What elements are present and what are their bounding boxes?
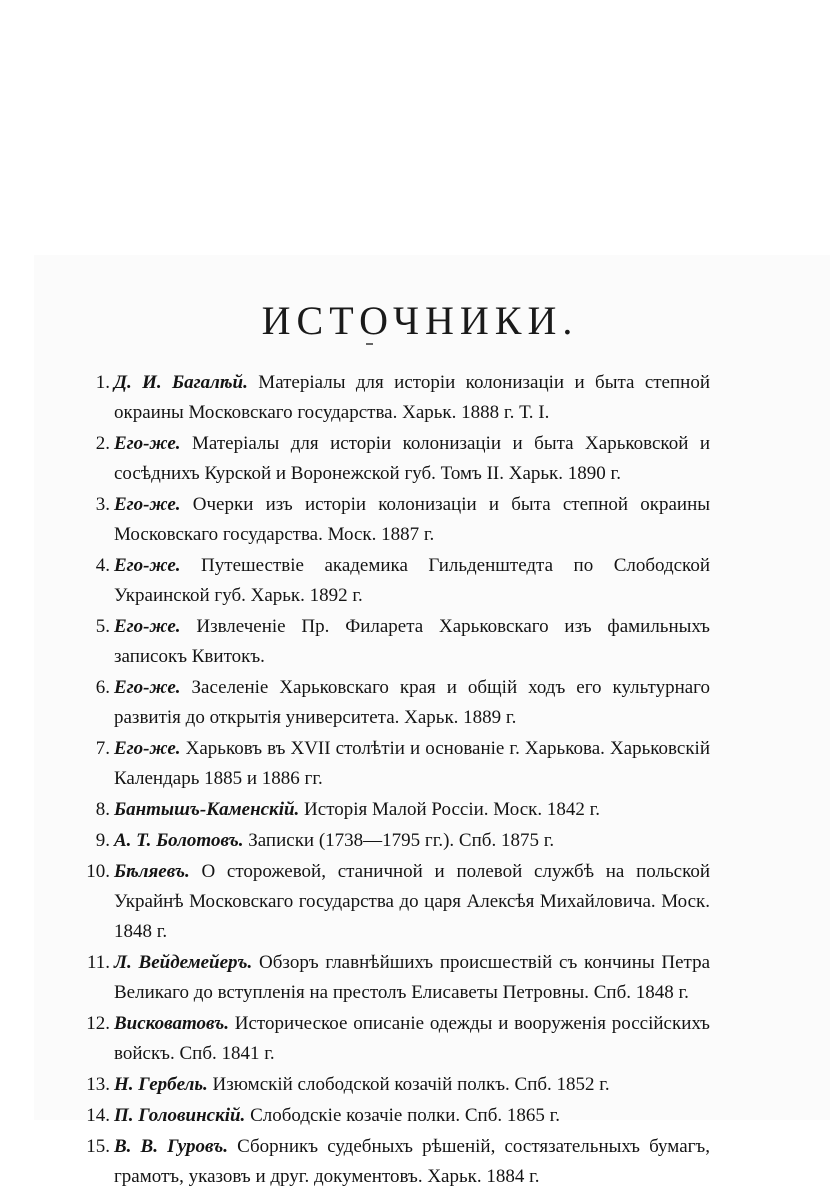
entry-number: 14. (86, 1105, 110, 1126)
entry-text: Извлеченіе Пр. Филарета Харьковскаго изъ фамильныхъ записокъ Квитокъ. (114, 616, 710, 667)
entry-number: 7. (95, 738, 110, 759)
source-entry (80, 1009, 710, 1069)
source-entry (80, 368, 710, 428)
source-entry (80, 795, 710, 825)
entry-number: 9. (95, 830, 110, 851)
entry-author: Д. И. Багалѣй. (114, 372, 248, 393)
entry-author: Его-же. (114, 616, 181, 637)
entry-text: Очерки изъ исторіи колонизаціи и быта степной окраины Московскаго государства. Моск. 1887 г. (114, 494, 711, 545)
entry-text: Матеріалы для исторіи колонизаціи и быта Харьковской и сосѣднихъ Курской и Воронежской губ. Томъ II. Харьк. 1890 г. (114, 433, 711, 484)
source-entry (80, 826, 710, 856)
entry-author: А. Т. Болотовъ. (114, 830, 244, 851)
entry-number: 11. (86, 952, 110, 973)
entry-author: Его-же. (114, 433, 181, 454)
entry-author: Н. Гербель. (114, 1074, 208, 1095)
source-entry (80, 1132, 710, 1192)
entry-text: Путешествіе академика Гильденштедта по Слободской Украинской губ. Харьк. 1892 г. (114, 555, 710, 606)
entry-number: 13. (86, 1074, 110, 1095)
sources-list (80, 368, 710, 1193)
entry-number: 3. (95, 494, 110, 515)
entry-text: Матеріалы для исторіи колонизаціи и быта степной окраины Московскаго государства. Харьк. 1888 г. Т. І. (114, 372, 710, 423)
entry-number: 6. (95, 677, 110, 698)
source-entry (80, 948, 710, 1008)
entry-text: О сторожевой, станичной и полевой службѣ на польской Украйнѣ Московскаго государства до царя Алексѣя Михайловича. Моск. 1848 г. (114, 861, 711, 942)
entry-number: 2. (95, 433, 110, 454)
source-entry (80, 734, 710, 794)
entry-author: Его-же. (114, 677, 181, 698)
source-entry (80, 1070, 710, 1100)
entry-number: 10. (86, 861, 110, 882)
entry-number: 15. (86, 1136, 110, 1157)
entry-text: Исторія Малой Россіи. Моск. 1842 г. (304, 799, 601, 820)
entry-author: Висковатовъ. (114, 1013, 229, 1034)
title-dash (366, 343, 373, 345)
entry-number: 5. (95, 616, 110, 637)
source-entry (80, 429, 710, 489)
page-title: ИСТОЧНИКИ. (261, 297, 579, 343)
source-entry (80, 612, 710, 672)
source-entry (80, 490, 710, 550)
source-entry (80, 551, 710, 611)
entry-author: Его-же. (114, 738, 181, 759)
source-entry (80, 857, 710, 947)
entry-author: П. Головинскій. (114, 1105, 246, 1126)
entry-number: 1. (95, 372, 110, 393)
entry-text: Харьковъ въ XVII столѣтіи и основаніе г. Харькова. Харьковскій Календарь 1885 и 1886 гг. (114, 738, 710, 789)
entry-author: Бантышъ-Каменскій. (114, 799, 300, 820)
entry-number: 8. (95, 799, 110, 820)
entry-number: 12. (86, 1013, 110, 1034)
entry-text: Обзоръ главнѣйшихъ происшествій съ кончины Петра Великаго до вступленія на престолъ Елисаветы Петровны. Спб. 1848 г. (114, 952, 710, 1003)
source-entry (80, 673, 710, 733)
entry-author: Бѣляевъ. (114, 861, 190, 882)
entry-number: 4. (95, 555, 110, 576)
source-entry (80, 1101, 710, 1131)
entry-text: Заселеніе Харьковскаго края и общій ходъ его культурнаго развитія до открытія университета. Харьк. 1889 г. (114, 677, 711, 728)
entry-text: Записки (1738—1795 гг.). Спб. 1875 г. (248, 830, 555, 851)
entry-text: Сборникъ судебныхъ рѣшеній, состязательныхъ бумагъ, грамотъ, указовъ и друг. документовъ. Харьк. 1884 г. (114, 1136, 710, 1187)
entry-text: Слободскіе козачіе полки. Спб. 1865 г. (250, 1105, 561, 1126)
entry-author: Его-же. (114, 555, 181, 576)
entry-author: Его-же. (114, 494, 181, 515)
entry-author: Л. Вейдемейеръ. (114, 952, 253, 973)
entry-text: Историческое описаніе одежды и вооруженія россійскихъ войскъ. Спб. 1841 г. (114, 1013, 710, 1064)
entry-author: В. В. Гуровъ. (114, 1136, 228, 1157)
entry-text: Изюмскій слободской козачій полкъ. Спб. 1852 г. (212, 1074, 610, 1095)
